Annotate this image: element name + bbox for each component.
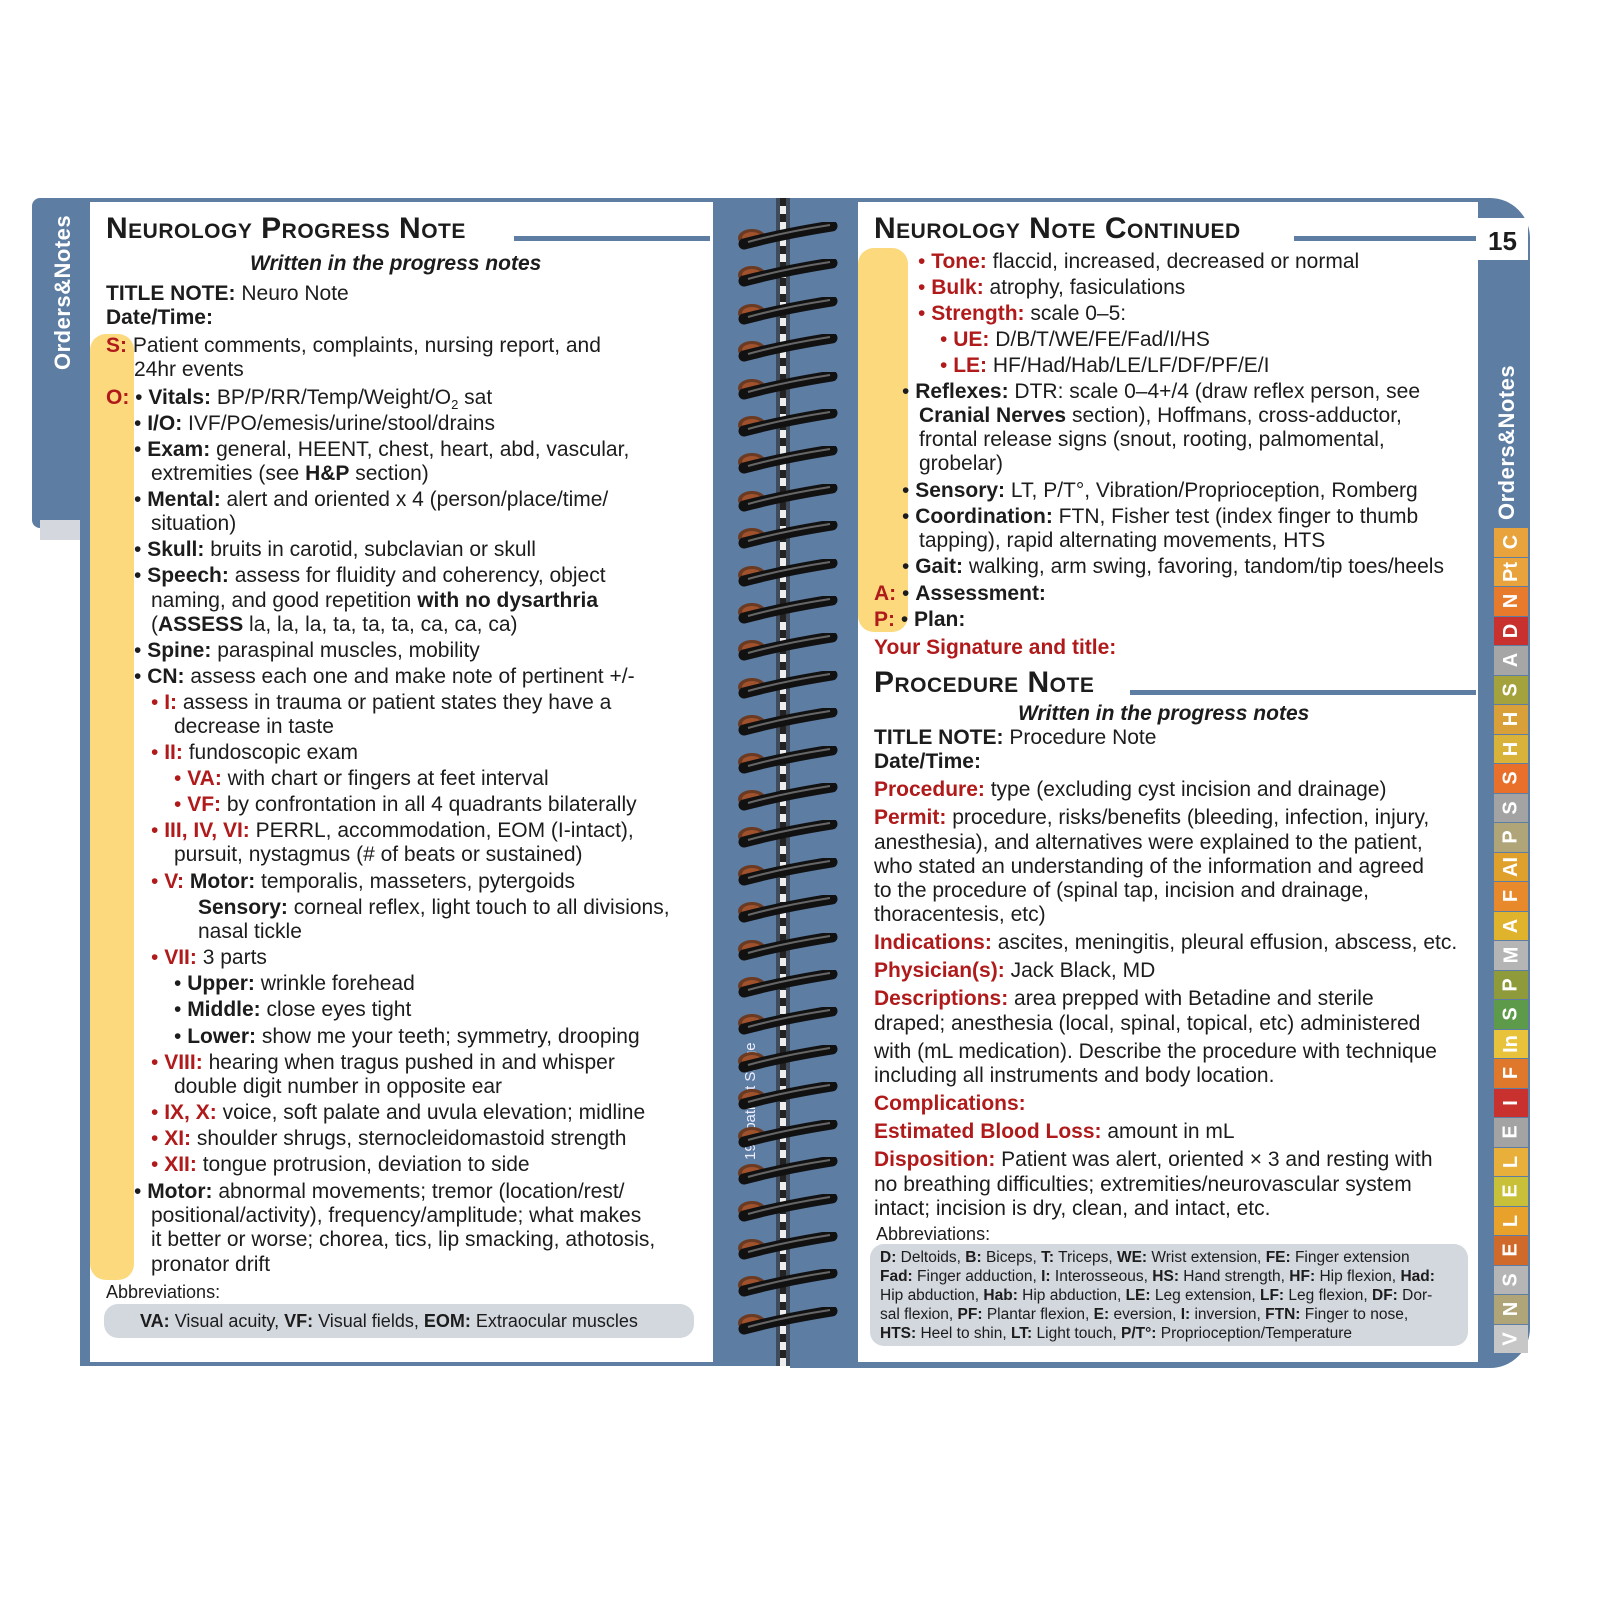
upper-value: wrinkle forehead	[260, 972, 415, 995]
coordination-value: FTN, Fisher test (index finger to thumb	[1058, 505, 1419, 528]
spiral-ring	[732, 521, 842, 545]
abbr-value: Leg flexion,	[1288, 1287, 1368, 1304]
reflexes-label: Reflexes:	[915, 380, 1009, 403]
gait-value: walking, arm swing, favoring, tandom/tip toes/heels	[968, 555, 1444, 578]
abbr-key: I:	[1180, 1306, 1191, 1323]
abbr-value: inversion,	[1194, 1306, 1261, 1323]
index-tab[interactable]	[1494, 705, 1528, 734]
index-tab-label: P	[1500, 830, 1522, 844]
motor-label: Motor:	[147, 1180, 213, 1203]
spiral-ring	[732, 1007, 842, 1031]
sensory-value: LT, P/T°, Vibration/Proprioception, Romberg	[1010, 479, 1418, 502]
bulk-value: atrophy, fasiculations	[989, 276, 1186, 299]
abbr-value: Finger adduction,	[917, 1268, 1037, 1285]
index-tab-label: L	[1500, 1214, 1522, 1227]
bulk-label: Bulk:	[931, 276, 984, 299]
le-value: HF/Had/Hab/LE/LF/DF/PF/E/I	[992, 354, 1270, 377]
strength-label: Strength:	[931, 302, 1025, 325]
disposition-line2: no breathing difficulties; extremities/neurovascular system	[874, 1173, 1412, 1196]
coordination-label: Coordination:	[915, 505, 1053, 528]
cn-ii-label: II:	[164, 741, 183, 764]
spiral-ring	[732, 259, 842, 283]
right-soap-highlight	[858, 248, 908, 632]
index-tab[interactable]	[1494, 558, 1528, 587]
title-note-value: Neuro Note	[241, 282, 349, 305]
speech-line3b: ASSESS	[158, 613, 244, 636]
index-tab-label: I	[1500, 1099, 1522, 1106]
abbr-key: P/T°:	[1120, 1325, 1157, 1342]
left-subtitle: Written in the progress notes	[250, 252, 542, 275]
index-tab-label: S	[1500, 801, 1522, 815]
vitals-label: Vitals:	[148, 386, 212, 409]
spiral-ring	[732, 970, 842, 994]
vitals-sub: 2	[451, 397, 459, 413]
abbr-key: EOM:	[423, 1311, 471, 1331]
spiral-ring	[732, 895, 842, 919]
index-tab[interactable]	[1494, 794, 1528, 823]
cn-i-label: I:	[164, 691, 178, 714]
reflexes-line4: grobelar)	[919, 452, 1004, 475]
spiral-ring	[732, 1157, 842, 1181]
index-tab[interactable]	[1494, 735, 1528, 764]
s-label: S:	[106, 334, 127, 357]
complications-label: Complications:	[874, 1092, 1026, 1115]
index-tab-label: D	[1499, 623, 1522, 638]
disposition-label: Disposition:	[874, 1148, 996, 1171]
abbr-key: Hab:	[983, 1287, 1018, 1304]
spiral-ring	[732, 409, 842, 433]
ebl-label: Estimated Blood Loss:	[874, 1120, 1102, 1143]
cn-vii-label: VII:	[164, 946, 197, 969]
cn-viii-value: hearing when tragus pushed in and whisper	[208, 1051, 615, 1074]
vitals-value: BP/P/RR/Temp/Weight/O	[216, 386, 452, 409]
index-tab[interactable]	[1494, 1177, 1528, 1206]
exam-value: general, HEENT, chest, heart, abd, vascular,	[216, 438, 630, 461]
index-tab[interactable]	[1494, 912, 1528, 941]
middle-value: close eyes tight	[266, 998, 412, 1021]
abbr-row	[880, 1249, 1410, 1267]
abbr-key: FTN:	[1265, 1306, 1301, 1323]
spiral-ring	[732, 559, 842, 583]
motor-value: abnormal movements; tremor (location/rest/	[218, 1180, 625, 1203]
cn-v-label: V:	[164, 870, 185, 893]
cn-viii-label: VIII:	[164, 1051, 203, 1074]
middle-label: Middle:	[187, 998, 261, 1021]
left-soap-highlight	[90, 334, 134, 1280]
tone-value: flaccid, increased, decreased or normal	[992, 250, 1360, 273]
a-value: Assessment:	[915, 582, 1046, 605]
reflexes-value: DTR: scale 0–4+/4 (draw reflex person, see	[1014, 380, 1421, 403]
reflexes-line2a: Cranial Nerves	[919, 404, 1067, 427]
descriptions-line4: including all instruments and body location.	[874, 1064, 1275, 1087]
spiral-ring	[732, 671, 842, 695]
s-line2: 24hr events	[134, 358, 244, 381]
index-tab[interactable]	[1494, 1148, 1528, 1177]
spiral-ring	[732, 933, 842, 957]
abbr-value: Proprioception/Temperature	[1160, 1325, 1353, 1342]
index-tab-label: E	[1500, 1243, 1522, 1257]
title-rule	[1130, 690, 1476, 695]
index-tab-label: A	[1499, 918, 1522, 933]
abbr-value: Deltoids,	[900, 1249, 961, 1266]
abbr-value: Finger to nose,	[1304, 1306, 1409, 1323]
spiral-ring	[732, 1082, 842, 1106]
index-tab[interactable]	[1494, 1236, 1528, 1265]
cn-xii-value: tongue protrusion, deviation to side	[202, 1153, 530, 1176]
vf-label: VF:	[187, 793, 222, 816]
motor-line2: positional/activity), frequency/amplitude; what makes	[151, 1204, 642, 1227]
le-label: LE:	[953, 354, 988, 377]
speech-label: Speech:	[147, 564, 229, 587]
index-tab-label: V	[1500, 1332, 1522, 1346]
abbr-row	[880, 1287, 1432, 1305]
spine-value: paraspinal muscles, mobility	[217, 639, 480, 662]
cn-i-line2: decrease in taste	[174, 715, 334, 738]
abbr-value: Leg extension,	[1154, 1287, 1256, 1304]
index-tab-label: S	[1500, 1007, 1522, 1021]
spiral-ring	[732, 858, 842, 882]
procedure-title: Procedure Note	[874, 666, 1095, 699]
abbr-value: Hip flexion,	[1319, 1268, 1397, 1285]
cn-ii-value: fundoscopic exam	[188, 741, 358, 764]
index-tab-label: S	[1500, 771, 1522, 785]
s-line1: Patient comments, complaints, nursing report, and	[132, 334, 601, 357]
abbr-row	[880, 1268, 1435, 1286]
abbr-value: Biceps,	[985, 1249, 1037, 1266]
index-tab[interactable]	[1494, 1266, 1528, 1295]
abbr-value: Hip abduction,	[880, 1287, 980, 1304]
cn-xi-value: shoulder shrugs, sternocleidomastoid strength	[196, 1127, 627, 1150]
index-tab[interactable]	[1494, 882, 1528, 911]
index-tab-label: P	[1500, 978, 1522, 992]
disposition-value: Patient was alert, oriented × 3 and resting with	[1001, 1148, 1433, 1171]
cn-ix-label: IX, X:	[164, 1101, 217, 1124]
spiral-ring	[732, 783, 842, 807]
left-tab-label: Orders&Notes	[50, 214, 75, 370]
abbr-key: Fad:	[880, 1268, 913, 1285]
left-abbr-heading: Abbreviations:	[106, 1282, 221, 1302]
skull-label: Skull:	[147, 538, 205, 561]
motor-line4: pronator drift	[151, 1253, 271, 1276]
abbr-value: Finger extension	[1294, 1249, 1410, 1266]
abbr-value: eversion,	[1113, 1306, 1177, 1323]
spiral-ring	[732, 708, 842, 732]
index-tab-label: N	[1499, 594, 1522, 609]
abbr-key: E:	[1093, 1306, 1110, 1323]
disposition-line3: intact; incision is dry, clean, and intact, etc.	[874, 1197, 1271, 1220]
index-tab[interactable]	[1494, 971, 1528, 1000]
index-tab-label: H	[1499, 741, 1522, 756]
permit-line5: thoracentesis, etc)	[874, 903, 1046, 926]
lower-value: show me your teeth; symmetry, drooping	[261, 1025, 640, 1048]
index-tab-label: C	[1499, 535, 1522, 550]
abbr-key: VF:	[284, 1311, 314, 1331]
ebl-value: amount in mL	[1107, 1120, 1235, 1143]
permit-line2: anesthesia), and alternatives were explained to the patient,	[874, 831, 1423, 854]
va-value: with chart or fingers at feet interval	[227, 767, 549, 790]
spiral-ring	[732, 1307, 842, 1331]
permit-line4: to the procedure of (spinal tap, incision and drainage,	[874, 879, 1369, 902]
spiral-ring	[732, 820, 842, 844]
spiral-ring	[732, 222, 842, 246]
index-tab[interactable]	[1494, 646, 1528, 675]
p-label: P:	[874, 608, 895, 631]
abbr-value: Extraocular muscles	[475, 1311, 638, 1331]
index-tab[interactable]	[1494, 1118, 1528, 1147]
right-tab-label: Orders&Notes	[1494, 364, 1519, 520]
cn-xi-label: XI:	[164, 1127, 192, 1150]
indications-label: Indications:	[874, 931, 992, 954]
skull-value: bruits in carotid, subclavian or skull	[210, 538, 536, 561]
physician-label: Physician(s):	[874, 959, 1005, 982]
abbr-key: PF:	[957, 1306, 983, 1323]
abbr-value: Visual acuity,	[174, 1311, 280, 1331]
abbr-key: LF:	[1260, 1287, 1285, 1304]
index-tab[interactable]	[1494, 528, 1528, 557]
exam-line2b: H&P	[305, 462, 350, 485]
spiral-ring	[732, 746, 842, 770]
cn-i-value: assess in trauma or patient states they have a	[182, 691, 612, 714]
indications-value: ascites, meningitis, pleural effusion, abscess, etc.	[997, 931, 1458, 954]
io-value: IVF/PO/emesis/urine/stool/drains	[188, 412, 495, 435]
spine-label: Spine:	[147, 639, 212, 662]
physician-value: Jack Black, MD	[1010, 959, 1156, 982]
cn-label: CN:	[147, 665, 185, 688]
abbr-key: HS:	[1152, 1268, 1179, 1285]
abbr-value: Triceps,	[1058, 1249, 1113, 1266]
permit-value: procedure, risks/benefits (bleeding, infection, injury,	[952, 806, 1430, 829]
cn-v-sensory-label: Sensory:	[198, 896, 288, 919]
strength-value: scale 0–5:	[1030, 302, 1127, 325]
index-tab-label: M	[1499, 946, 1522, 964]
cn-v-motor-value: temporalis, masseters, pytergoids	[261, 870, 576, 893]
spiral-ring	[732, 1232, 842, 1256]
exam-label: Exam:	[147, 438, 211, 461]
abbr-value: Interosseous,	[1054, 1268, 1148, 1285]
index-tab[interactable]	[1494, 1000, 1528, 1029]
exam-line2c: section)	[355, 462, 429, 485]
cn-iii-line2: pursuit, nystagmus (# of beats or sustained)	[174, 843, 583, 866]
abbr-value: Hip abduction,	[1022, 1287, 1122, 1304]
index-tab-label: F	[1500, 890, 1522, 903]
index-tab-label: N	[1499, 1302, 1522, 1317]
abbr-value: Hand strength,	[1183, 1268, 1285, 1285]
spiral-ring	[732, 484, 842, 508]
abbr-row	[880, 1325, 1352, 1343]
speech-line2b: with no dysarthria	[417, 589, 599, 612]
abbr-row	[880, 1306, 1408, 1324]
reflexes-line3: frontal release signs (snout, rooting, palmomental,	[919, 428, 1385, 451]
spiral-ring	[732, 1045, 842, 1069]
abbr-key: WE:	[1116, 1249, 1148, 1266]
left-page-title: Neurology Progress Note	[106, 212, 466, 245]
mental-label: Mental:	[147, 488, 221, 511]
cn-ix-value: voice, soft palate and uvula elevation; midline	[222, 1101, 646, 1124]
ue-label: UE:	[953, 328, 990, 351]
index-tab[interactable]	[1494, 1059, 1528, 1088]
date-time-label: Date/Time:	[106, 306, 213, 329]
o-label: O:	[106, 386, 130, 409]
index-tab-label: H	[1499, 712, 1522, 727]
mental-line2: situation)	[151, 512, 237, 535]
index-tab-label: S	[1500, 683, 1522, 697]
spiral-ring	[732, 372, 842, 396]
lower-label: Lower:	[187, 1025, 257, 1048]
abbr-value: Wrist extension,	[1151, 1249, 1262, 1266]
speech-line3c: la, la, la, ta, ta, ta, ca, ca, ca)	[249, 613, 518, 636]
descriptions-line3: with (mL medication). Describe the procedure with technique	[874, 1040, 1437, 1063]
index-tab[interactable]	[1494, 823, 1528, 852]
cn-iii-value: PERRL, accommodation, EOM (I-intact),	[255, 819, 634, 842]
index-tab-label: Pt	[1500, 561, 1522, 582]
exam-line2a: extremities (see	[151, 462, 300, 485]
index-tab-label: F	[1500, 1067, 1522, 1080]
cn-xii-label: XII:	[164, 1153, 197, 1176]
cn-v-sensory-value: corneal reflex, light touch to all divisions,	[293, 896, 670, 919]
proc-title-note-label: TITLE NOTE:	[874, 726, 1004, 749]
index-tab[interactable]	[1494, 1325, 1528, 1354]
index-tab[interactable]	[1494, 1030, 1528, 1059]
io-label: I/O:	[147, 412, 183, 435]
index-tab[interactable]	[1494, 617, 1528, 646]
spiral-ring	[732, 446, 842, 470]
index-tab[interactable]	[1494, 941, 1528, 970]
abbr-key: LT:	[1010, 1325, 1033, 1342]
cn-v-sensory-line2: nasal tickle	[198, 920, 302, 943]
proc-title-note-value: Procedure Note	[1009, 726, 1157, 749]
ue-value: D/B/T/WE/FE/Fad/I/HS	[995, 328, 1210, 351]
abbr-value: sal flexion,	[880, 1306, 954, 1323]
index-tab[interactable]	[1494, 1295, 1528, 1324]
speech-value: assess for fluidity and coherency, object	[234, 564, 606, 587]
abbr-key: B:	[965, 1249, 982, 1266]
title-rule	[514, 236, 710, 241]
spiral-ring	[732, 1120, 842, 1144]
index-tab[interactable]	[1494, 764, 1528, 793]
abbr-key: I:	[1041, 1268, 1051, 1285]
speech-line2a: naming, and good repetition	[151, 589, 412, 612]
title-note-label: TITLE NOTE:	[106, 282, 236, 305]
abbr-value: Plantar flexion,	[986, 1306, 1090, 1323]
cn-iii-label: III, IV, VI:	[164, 819, 250, 842]
index-tab-label: S	[1500, 1273, 1522, 1287]
a-label: A:	[874, 582, 897, 605]
index-tab[interactable]	[1494, 587, 1528, 616]
index-tab[interactable]	[1494, 1089, 1528, 1118]
descriptions-label: Descriptions:	[874, 987, 1009, 1010]
speech-line3a: (	[151, 613, 158, 636]
vitals-end: sat	[464, 386, 493, 409]
upper-label: Upper:	[187, 972, 255, 995]
gait-label: Gait:	[915, 555, 964, 578]
cn-value: assess each one and make note of pertinent +/-	[190, 665, 635, 688]
right-abbr-heading: Abbreviations:	[876, 1224, 991, 1244]
abbr-value: Visual fields,	[318, 1311, 419, 1331]
index-tab-label: E	[1500, 1184, 1522, 1198]
cn-vii-value: 3 parts	[202, 946, 267, 969]
permit-label: Permit:	[874, 806, 947, 829]
procedure-label: Procedure:	[874, 778, 985, 801]
title-rule	[1294, 236, 1476, 241]
index-tab-label: AI	[1500, 856, 1522, 877]
mental-value: alert and oriented x 4 (person/place/time/	[226, 488, 609, 511]
descriptions-line2: draped; anesthesia (local, spinal, topical, etc) administered	[874, 1012, 1421, 1035]
left-abbr-line	[140, 1311, 638, 1332]
motor-line3: it better or worse; chorea, tics, lip smacking, athotosis,	[151, 1228, 656, 1251]
spiral-ring	[732, 334, 842, 358]
reflexes-line2b: section), Hoffmans, cross-adductor,	[1071, 404, 1402, 427]
abbr-key: Had:	[1400, 1268, 1435, 1285]
abbr-value: Dor-	[1402, 1287, 1433, 1304]
page-number: 15	[1488, 226, 1517, 256]
descriptions-value: area prepped with Betadine and sterile	[1014, 987, 1374, 1010]
index-tab-label: In	[1500, 1034, 1522, 1053]
proc-date-label: Date/Time:	[874, 750, 981, 773]
index-tab[interactable]	[1494, 676, 1528, 705]
va-label: VA:	[187, 767, 222, 790]
coordination-line2: tapping), rapid alternating movements, HTS	[919, 529, 1326, 552]
spiral-ring	[732, 633, 842, 657]
index-tab-label: E	[1500, 1125, 1522, 1139]
abbr-value: Light touch,	[1036, 1325, 1117, 1342]
spiral-ring	[732, 297, 842, 321]
procedure-subtitle: Written in the progress notes	[1018, 702, 1310, 725]
cn-v-motor-label: Motor:	[189, 870, 256, 893]
spiral-ring	[732, 596, 842, 620]
tone-label: Tone:	[931, 250, 987, 273]
abbr-key: T:	[1041, 1249, 1055, 1266]
permit-line3: who stated an understanding of the information and agreed	[874, 855, 1424, 878]
abbr-value: Heel to shin,	[920, 1325, 1007, 1342]
p-value: Plan:	[914, 608, 966, 631]
abbr-key: LE:	[1125, 1287, 1151, 1304]
abbr-key: HTS:	[880, 1325, 917, 1342]
vf-value: by confrontation in all 4 quadrants bilaterally	[226, 793, 637, 816]
cn-viii-line2: double digit number in opposite ear	[174, 1075, 503, 1098]
abbr-key: D:	[880, 1249, 897, 1266]
signature-line: Your Signature and title:	[874, 636, 1117, 659]
spiral-ring	[732, 1269, 842, 1293]
abbr-key: FE:	[1265, 1249, 1291, 1266]
right-page-title: Neurology Note Continued	[874, 212, 1241, 245]
procedure-value: type (excluding cyst incision and drainage)	[990, 778, 1387, 801]
index-tab[interactable]	[1494, 853, 1528, 882]
index-tab-label: A	[1499, 653, 1522, 668]
sensory-label: Sensory:	[915, 479, 1006, 502]
abbr-key: HF:	[1289, 1268, 1316, 1285]
spiral-ring	[732, 1194, 842, 1218]
index-tab[interactable]	[1494, 1207, 1528, 1236]
abbr-key: DF:	[1372, 1287, 1398, 1304]
index-tab-label: L	[1500, 1155, 1522, 1168]
abbr-key: VA:	[140, 1311, 170, 1331]
